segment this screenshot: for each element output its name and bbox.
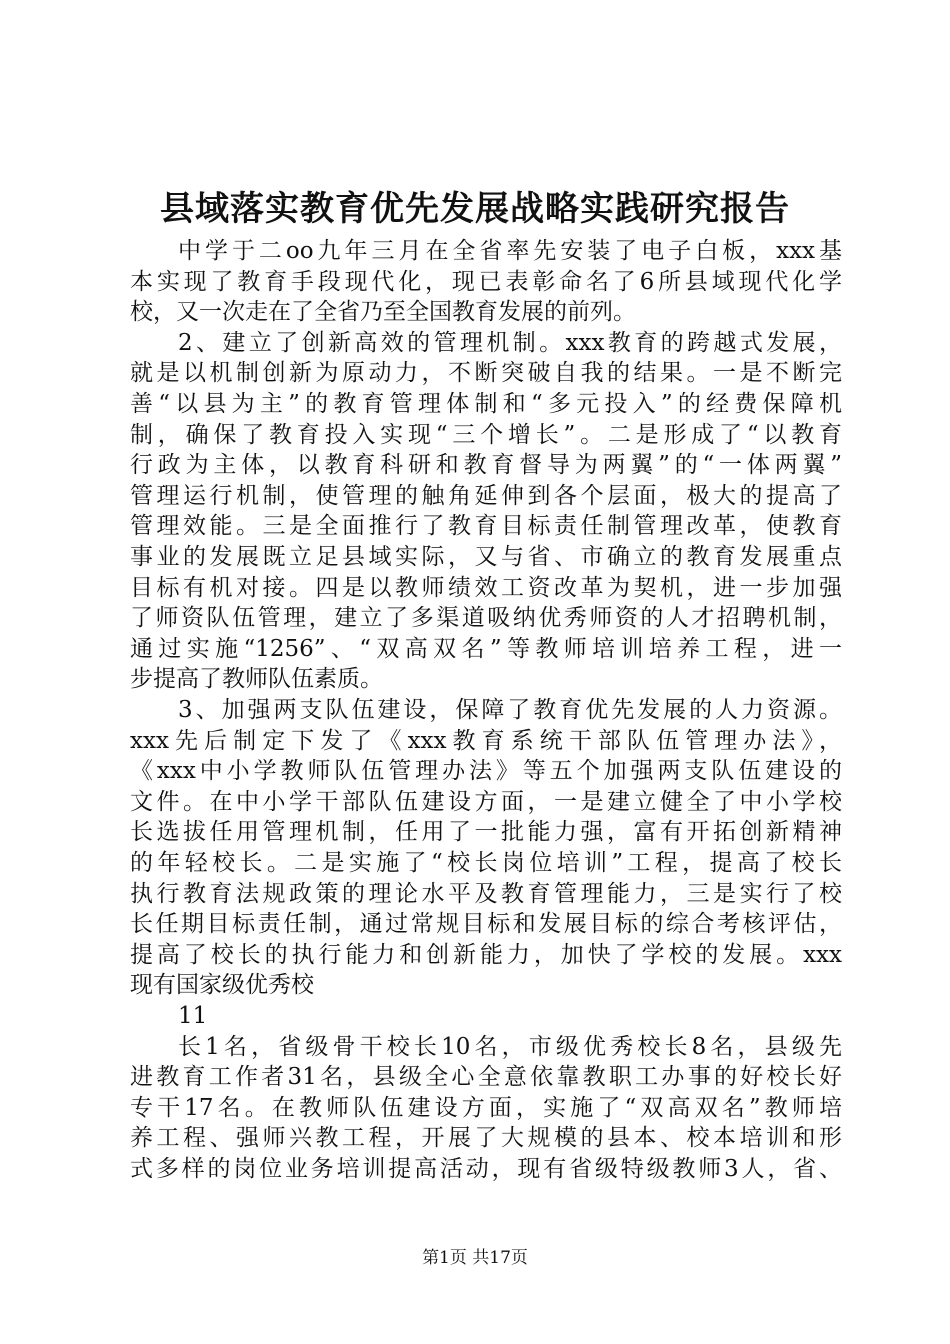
body-text-line: xxx先后制定下发了《xxx教育系统干部队伍管理办法》，	[130, 727, 842, 754]
body-text-line: 11	[178, 1003, 208, 1029]
body-text-line: 专干17名。在教师队伍建设方面，实施了“双高双名”教师培	[130, 1094, 842, 1121]
body-text-line: 管理效能。三是全面推行了教育目标责任制管理改革，使教育	[130, 513, 842, 540]
body-text-line: 2、建立了创新高效的管理机制。xxx教育的跨越式发展，	[178, 329, 842, 356]
body-text-line: 执行教育法规政策的理论水平及教育管理能力，三是实行了校	[130, 880, 842, 907]
body-text-line: 步提高了教师队伍素质。	[130, 666, 383, 693]
body-text-line: 校，又一次走在了全省乃至全国教育发展的前列。	[130, 299, 636, 326]
body-text-line: 行政为主体，以教育科研和教育督导为两翼”的“一体两翼”	[130, 452, 842, 479]
body-text-line: 目标有机对接。四是以教师绩效工资改革为契机，进一步加强	[130, 574, 842, 601]
body-text-line: 养工程、强师兴教工程，开展了大规模的县本、校本培训和形	[130, 1125, 842, 1152]
body-text-line: 中学于二oo九年三月在全省率先安装了电子白板，xxx基	[178, 238, 842, 264]
body-text-line: 了师资队伍管理，建立了多渠道吸纳优秀师资的人才招聘机制，	[130, 605, 842, 632]
page-footer: 第1页 共17页	[422, 1248, 528, 1268]
body-text-line: 事业的发展既立足县域实际，又与省、市确立的教育发展重点	[130, 544, 842, 570]
body-text-line: 式多样的岗位业务培训提高活动，现有省级特级教师3人，省、	[130, 1156, 842, 1182]
body-text-line: 制，确保了教育投入实现“三个增长”。二是形成了“以教育	[130, 421, 842, 448]
body-text-line: 《xxx中小学教师队伍管理办法》等五个加强两支队伍建设的	[130, 758, 842, 785]
body-text-line: 长1名，省级骨干校长10名，市级优秀校长8名，县级先	[178, 1033, 842, 1060]
body-text-line: 的年轻校长。二是实施了“校长岗位培训”工程，提高了校长	[130, 850, 842, 876]
body-text-line: 长任期目标责任制，通过常规目标和发展目标的综合考核评估，	[130, 911, 842, 938]
body-text-line: 善“以县为主”的教育管理体制和“多元投入”的经费保障机	[130, 391, 842, 417]
body-text-line: 通过实施“1256”、“双高双名”等教师培训培养工程，进一	[130, 635, 842, 662]
body-text-line: 进教育工作者31名，县级全心全意依靠教职工办事的好校长好	[130, 1064, 842, 1091]
body-text-line: 长选拔任用管理机制，任用了一批能力强，富有开拓创新精神	[130, 819, 842, 846]
body-text-line: 3、加强两支队伍建设，保障了教育优先发展的人力资源。	[178, 697, 842, 723]
body-text-line: 文件。在中小学干部队伍建设方面，一是建立健全了中小学校	[130, 788, 842, 815]
body-text-line: 就是以机制创新为原动力，不断突破自我的结果。一是不断完	[130, 360, 842, 387]
body-text-line: 本实现了教育手段现代化，现已表彰命名了6所县域现代化学	[130, 268, 842, 295]
body-text-line: 现有国家级优秀校	[130, 972, 314, 999]
document-title: 县域落实教育优先发展战略实践研究报告	[160, 189, 790, 229]
body-text-line: 管理运行机制，使管理的触角延伸到各个层面，极大的提高了	[130, 482, 842, 509]
body-text-line: 提高了校长的执行能力和创新能力，加快了学校的发展。xxx	[130, 941, 842, 968]
